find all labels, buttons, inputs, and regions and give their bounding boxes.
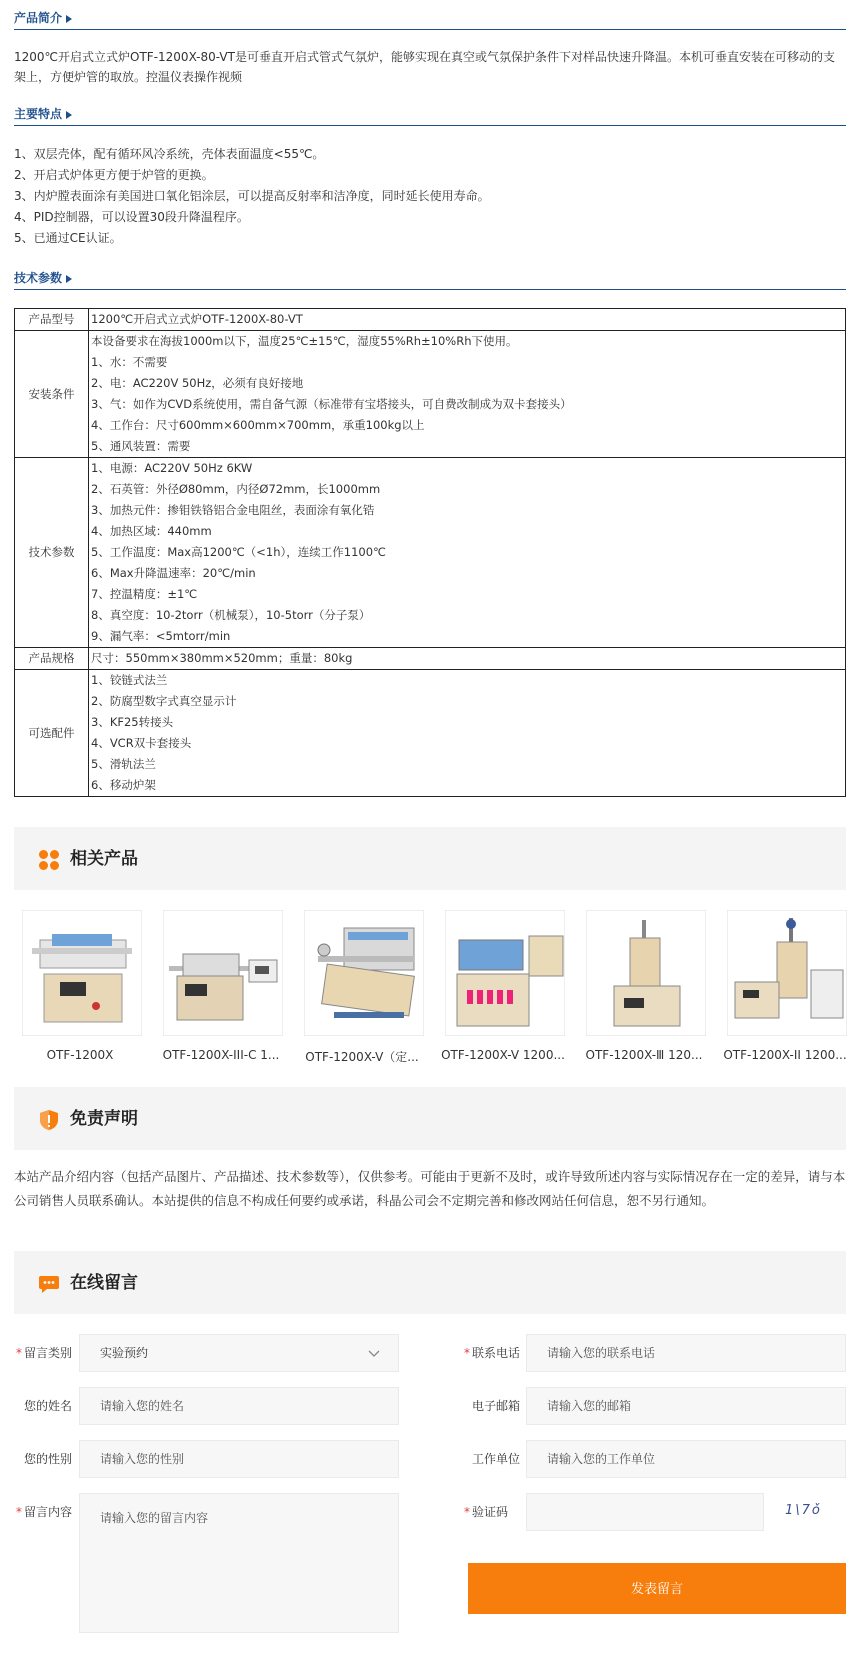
product-caption[interactable]: OTF-1200X-Ⅲ 120... (585, 1048, 703, 1062)
spec-label: 安装条件 (15, 331, 89, 458)
spec-label: 可选配件 (15, 670, 89, 797)
intro-section-header (14, 10, 846, 30)
spec-line: 4、加热区域：440mm (91, 524, 212, 538)
name-label: 您的姓名 (23, 1399, 72, 1413)
product-image[interactable] (727, 910, 847, 1036)
content-label: * 留言内容 (15, 1505, 72, 1519)
spec-line: 4、VCR双卡套接头 (91, 736, 192, 750)
related-product-card[interactable] (578, 910, 710, 1062)
spec-line: 3、气：如作为CVD系统使用，需自备气源（标准带有宝塔接头，可自费改制成为双卡套接头） (91, 397, 572, 411)
spec-value (89, 331, 846, 458)
spec-line: 2、电：AC220V 50Hz，必须有良好接地 (91, 376, 304, 390)
required-mark: * (463, 1505, 470, 1519)
product-image[interactable] (586, 910, 706, 1036)
table-row (15, 648, 846, 670)
product-image[interactable] (22, 910, 142, 1036)
related-product-card[interactable] (437, 910, 569, 1062)
content-textarea[interactable]: 请输入您的留言内容 (79, 1493, 399, 1633)
params-section-header (14, 270, 846, 290)
spec-line: 5、工作温度：Max高1200℃（<1h），连续工作1100℃ (91, 545, 386, 559)
grid-flower-icon (38, 849, 60, 871)
gender-label: 您的性别 (23, 1452, 72, 1466)
category-label: * 留言类别 (15, 1346, 72, 1360)
triangle-right-icon (66, 15, 72, 23)
triangle-right-icon (66, 111, 72, 119)
spec-line: 1、水：不需要 (91, 355, 168, 369)
related-product-card[interactable] (14, 910, 146, 1062)
required-mark: * (15, 1505, 22, 1519)
feature-item: 4、PID控制器，可以设置30段升降温程序。 (14, 210, 249, 224)
spec-line: 8、真空度：10-2torr（机械泵），10-5torr（分子泵） (91, 608, 371, 622)
spec-value (89, 458, 846, 648)
captcha-input[interactable] (526, 1493, 764, 1531)
product-image[interactable] (445, 910, 565, 1036)
product-caption[interactable]: OTF-1200X-V 1200... (441, 1048, 565, 1062)
table-row (15, 331, 846, 458)
disclaimer-header (14, 1087, 846, 1150)
triangle-right-icon (66, 275, 72, 283)
phone-label: * 联系电话 (463, 1346, 520, 1360)
spec-table (14, 308, 846, 797)
intro-title: 产品简介 (14, 11, 63, 25)
email-label: 电子邮箱 (471, 1399, 520, 1413)
spec-line: 7、控温精度：±1℃ (91, 587, 198, 601)
spec-line: 4、工作台：尺寸600mm×600mm×700mm，承重100kg以上 (91, 418, 425, 432)
submit-message-button[interactable]: 发表留言 (468, 1563, 846, 1614)
spec-value (89, 670, 846, 797)
features-section-header (14, 106, 846, 126)
table-row (15, 670, 846, 797)
spec-line: 1、电源：AC220V 50Hz 6KW (91, 461, 253, 475)
gender-input[interactable]: 请输入您的性别 (79, 1440, 399, 1478)
spec-line: 2、防腐型数字式真空显示计 (91, 694, 237, 708)
spec-line: 5、通风装置：需要 (91, 439, 191, 453)
related-product-card[interactable] (296, 910, 428, 1064)
required-mark: * (15, 1346, 22, 1360)
product-image[interactable] (163, 910, 283, 1036)
product-caption[interactable]: OTF-1200X-II 1200... (723, 1048, 847, 1062)
feature-item: 3、内炉膛表面涂有美国进口氧化铝涂层，可以提高反射率和洁净度，同时延长使用寿命。 (14, 189, 490, 203)
captcha-label: * 验证码 (463, 1505, 508, 1519)
features-title: 主要特点 (14, 107, 63, 121)
related-product-card[interactable] (719, 910, 851, 1062)
message-title: 在线留言 (70, 1273, 138, 1293)
company-input[interactable]: 请输入您的工作单位 (526, 1440, 846, 1478)
related-product-card[interactable] (155, 910, 287, 1062)
spec-line: 6、移动炉架 (91, 778, 156, 792)
intro-text: 1200℃开启式立式炉OTF-1200X-80-VT是可垂直开启式管式气氛炉，能够实现在真空或气氛保护条件下对样品快速升降温。本机可垂直安装在可移动的支架上，方便炉管的取放。控温仪表操作视频 (14, 50, 835, 84)
spec-line: 2、石英管：外径Ø80mm，内径Ø72mm，长1000mm (91, 482, 381, 496)
spec-line: 3、KF25转接头 (91, 715, 174, 729)
spec-line: 5、滑轨法兰 (91, 757, 156, 771)
product-caption[interactable]: OTF-1200X-III-C 1... (162, 1048, 280, 1062)
shield-icon (38, 1109, 60, 1131)
category-selected-value: 实验预约 (100, 1346, 149, 1360)
table-row (15, 309, 846, 331)
disclaimer-text: 本站产品介绍内容（包括产品图片、产品描述、技术参数等），仅供参考。可能由于更新不及时，或许导致所述内容与实际情况存在一定的差异，请与本公司销售人员联系确认。本站提供的信息不构成任何要约或承诺，科晶公司会不定期完善和修改网站任何信息，恕不另行通知。 (14, 1169, 846, 1208)
feature-item: 1、双层壳体，配有循环风冷系统，壳体表面温度<55℃。 (14, 147, 325, 161)
spec-line: 9、漏气率：<5mtorr/min (91, 629, 231, 643)
params-title: 技术参数 (14, 271, 63, 285)
spec-value: 1200℃开启式立式炉OTF-1200X-80-VT (89, 309, 846, 331)
spec-value: 尺寸：550mm×380mm×520mm；重量：80kg (89, 648, 846, 670)
spec-line: 本设备要求在海拔1000m以下，温度25℃±15℃，湿度55%Rh±10%Rh下使用。 (91, 334, 518, 348)
related-products-title: 相关产品 (70, 849, 138, 869)
chat-bubble-icon (38, 1273, 60, 1295)
disclaimer-title: 免责声明 (70, 1109, 138, 1129)
spec-line: 1、铰链式法兰 (91, 673, 168, 687)
related-products-header (14, 827, 846, 890)
table-row (15, 458, 846, 648)
category-select[interactable] (79, 1334, 399, 1372)
product-caption[interactable]: OTF-1200X-V（定... (305, 1050, 419, 1064)
message-header (14, 1251, 846, 1314)
chevron-down-icon (368, 1350, 380, 1358)
required-mark: * (463, 1346, 470, 1360)
spec-label: 技术参数 (15, 458, 89, 648)
product-image[interactable] (304, 910, 424, 1036)
company-label: 工作单位 (471, 1452, 520, 1466)
name-input[interactable]: 请输入您的姓名 (79, 1387, 399, 1425)
phone-input[interactable]: 请输入您的联系电话 (526, 1334, 846, 1372)
spec-line: 3、加热元件：掺钼铁铬铝合金电阻丝，表面涂有氧化锆 (91, 503, 375, 517)
feature-item: 2、开启式炉体更方便于炉管的更换。 (14, 168, 214, 182)
spec-label: 产品规格 (15, 648, 89, 670)
spec-label: 产品型号 (15, 309, 89, 331)
captcha-image[interactable]: 1\7ǒ (785, 1503, 822, 1518)
product-caption[interactable]: OTF-1200X (46, 1048, 114, 1062)
spec-line: 6、Max升降温速率：20℃/min (91, 566, 256, 580)
feature-item: 5、已通过CE认证。 (14, 231, 122, 245)
email-input[interactable]: 请输入您的邮箱 (526, 1387, 846, 1425)
